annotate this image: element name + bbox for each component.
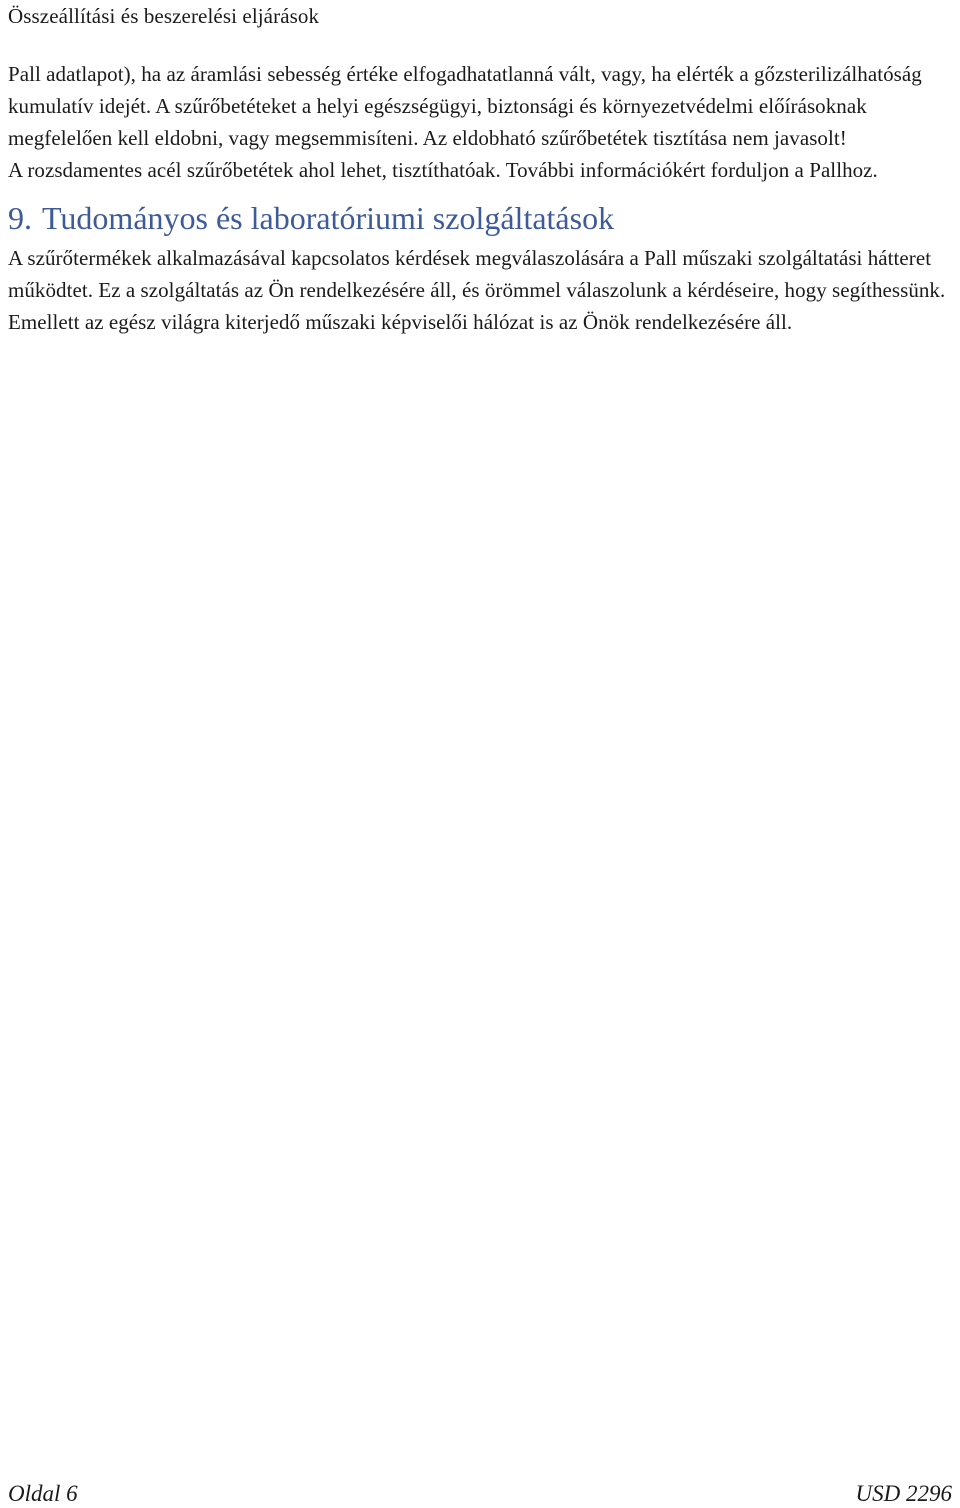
document-id: USD 2296 bbox=[855, 1481, 952, 1506]
page-number: Oldal 6 bbox=[8, 1481, 78, 1506]
section-title: Tudományos és laboratóriumi szolgáltatások bbox=[42, 200, 615, 236]
paragraph-disposal: Pall adatlapot), ha az áramlási sebesség értéke elfogadhatatlanná vált, vagy, ha elérték a gőzsterilizálhatóság kumulatív idejét. A szűrőbetéteket a helyi egészségügyi, biztonsági és környezetvédelmi előírásoknak megfelelően kell eldobni, vagy megsemmisíteni. Az eldobható szűrőbetétek tisztítása nem javasolt! bbox=[8, 62, 922, 150]
section-heading bbox=[8, 198, 953, 238]
document-body bbox=[8, 58, 953, 338]
section-number: 9. bbox=[8, 200, 32, 236]
paragraph-services: A szűrőtermékek alkalmazásával kapcsolatos kérdések megválaszolására a Pall műszaki szolgáltatási hátteret működtet. Ez a szolgáltatás az Ön rendelkezésére áll, és örömmel válaszolunk a kérdéseire, hogy segíthessünk. Emellett az egész világra kiterjedő műszaki képviselői hálózat is az Önök rendelkezésére áll. bbox=[8, 246, 946, 334]
running-header: Összeállítási és beszerelési eljárások bbox=[8, 4, 320, 28]
paragraph-stainless-cleaning: A rozsdamentes acél szűrőbetétek ahol lehet, tisztíthatóak. További információkért forduljon a Pallhoz. bbox=[8, 158, 878, 182]
